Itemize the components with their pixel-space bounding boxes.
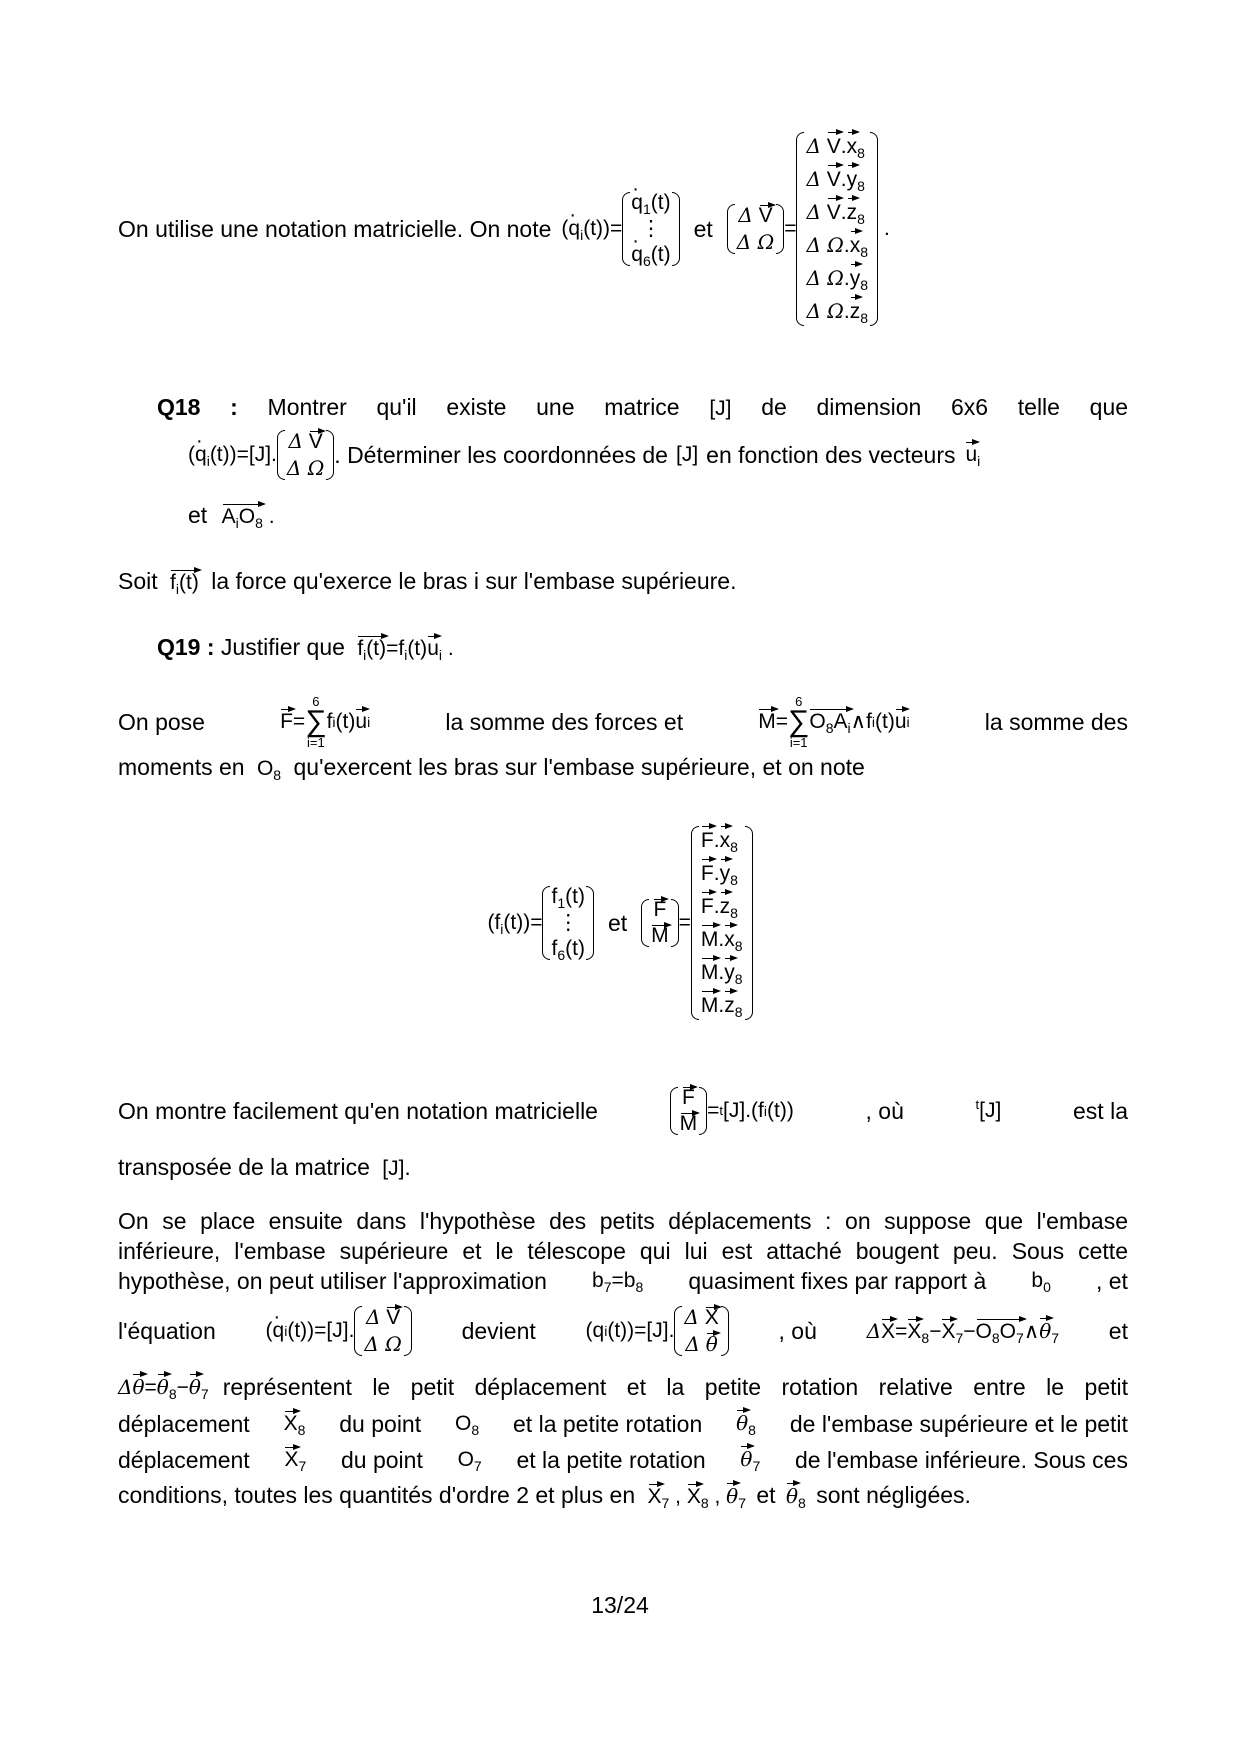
f-column-matrix: $f_1(t)$ ⋮ $f_6(t)$ — [542, 884, 593, 962]
hypo-line2: inférieure, l'embase supérieure et le télescope qui lui est attaché bougent peu. Sous cette — [118, 1238, 1128, 1264]
q18-line2: $(q \cdot_i(t))=[J]$. Δ V Δ Ω . Déterminer les coordonnées de [J] en fonction des vecteurs $u_i$ — [188, 428, 1128, 482]
sum-moments-formula: M = 6 ∑ i=1 $O_8A_i$ ∧f i (t) u i — [758, 694, 910, 750]
delta-v-omega-column-matrix: Δ $V.x_8$ Δ $V.y_8$ Δ $V.z_8$ Δ $\Omega.x_8$ Δ $\Omega.y_8$ Δ $\Omega.z_8$ — [796, 130, 878, 328]
hypo-line4: l'équation ( q · i (t))=[J]. Δ V Δ Ω devient (q i (t))=[J]. Δ X Δ θ , où $\Delta X=X_8-X_7-O_8O_7\wedge\theta_7$ et — [118, 1296, 1128, 1366]
force-moment-matrices: $(f_i(t))=$ $f_1(t)$ ⋮ $f_6(t)$ et F M = $F.x_8$ $F.y_8$ $F.z_8$ $M.x_8$ $M.y_8$ $M.z_8$ — [0, 792, 1240, 1054]
delta-v-omega-pair: Δ V Δ Ω — [727, 202, 784, 256]
q19-line: Q19 : Justifier que $f_i(t)=f_i(t)u_i$ . — [157, 634, 454, 663]
q-dot-column-matrix: $q \cdot_1(t)$ ⋮ $q \cdot_6(t)$ — [622, 190, 679, 268]
q19-equation: $f_i(t)=f_i(t)u_i$ . — [357, 637, 453, 660]
intro-et: et — [693, 216, 713, 242]
intro-text: On utilise une notation matricielle. On note — [118, 216, 552, 242]
sum-forces-formula: F = 6 ∑ i=1 f i (t) u i — [280, 694, 371, 750]
f-m-column-matrix: $F.x_8$ $F.y_8$ $F.z_8$ $M.x_8$ $M.y_8$ $M.z_8$ — [691, 824, 753, 1022]
transpose-equation: F M = t [J].(f i (t)) — [670, 1085, 794, 1137]
hypo-line3: hypothèse, on peut utiliser l'approximation $b_7=b_8$ quasiment fixes par rapport à $b_0$ , et — [118, 1268, 1128, 1295]
q18-line3: et $A_iO_8$ . — [188, 502, 275, 531]
hypo-line1: On se place ensuite dans l'hypothèse des petits déplacements : on suppose que l'embase — [118, 1208, 1128, 1234]
page-number: 13/24 — [591, 1592, 649, 1618]
hypo-line6: déplacement $X_8$ du point $O_8$ et la petite rotation $\theta_8$ de l'embase supérieure et le petit — [118, 1408, 1128, 1439]
f-m-pair: F M — [641, 897, 679, 949]
montre-line2: transposée de la matrice [J]. — [118, 1154, 411, 1180]
q18-equation: $(q \cdot_i(t))=[J]$. — [188, 440, 277, 470]
q18-label: Q18 : — [157, 394, 238, 420]
force-definition: Soit $f_i(t)$ la force qu'exerce le bras i sur l'embase supérieure. — [118, 568, 737, 597]
hypo-line8: conditions, toutes les quantités d'ordre 2 et plus en $X_7$ , $X_8$ , $\theta_7$ et $\theta_8$ sont négligées. — [118, 1482, 971, 1511]
intro-line: On utilise une notation matricielle. On note $(q \cdot_i(t))=$ $q \cdot_1(t)$ ⋮ $q \cdot_6(t)$ et Δ V Δ Ω = Δ $V.x_8$ Δ $V.y_8$ Δ $V.z_8$ Δ $\Omega.x_8$ Δ $\Omega.y_8$ Δ $\Omega.z_8$ . — [118, 118, 1128, 340]
q19-label: Q19 : — [157, 634, 215, 660]
montre-line1: On montre facilement qu'en notation matricielle F M = t [J].(f i (t)) , où $^t$[J] est la — [118, 1086, 1128, 1135]
q18-line1: Q18 : Montrer qu'il existe une matrice [J] de dimension 6x6 telle que — [157, 394, 1129, 420]
vector-ai-o8: $A_iO_8$ . — [222, 505, 275, 528]
force-vector-fi: $f_i(t)$ — [170, 571, 199, 594]
hypo-line7: déplacement $X_7$ du point $O_7$ et la petite rotation $\theta_7$ de l'embase inférieure. Sous ces — [118, 1444, 1128, 1475]
q18-delta-matrix: Δ V Δ Ω — [277, 428, 334, 482]
pose-line2: moments en $O_8$ qu'exercent les bras sur l'embase supérieure, et on note — [118, 754, 865, 783]
q-dot-vector-definition: $(q \cdot_i(t))=$ — [561, 214, 622, 244]
hypo-line5: $\Delta\theta=\theta_8-\theta_7$ représentent le petit déplacement et la petite rotation relative entre le petit — [118, 1374, 1128, 1402]
pose-line1: On pose F = 6 ∑ i=1 f i (t) u i la somme des forces et M = 6 ∑ i=1 $O_8A_i$ ∧f i (t) u i la somme des — [118, 694, 1128, 750]
